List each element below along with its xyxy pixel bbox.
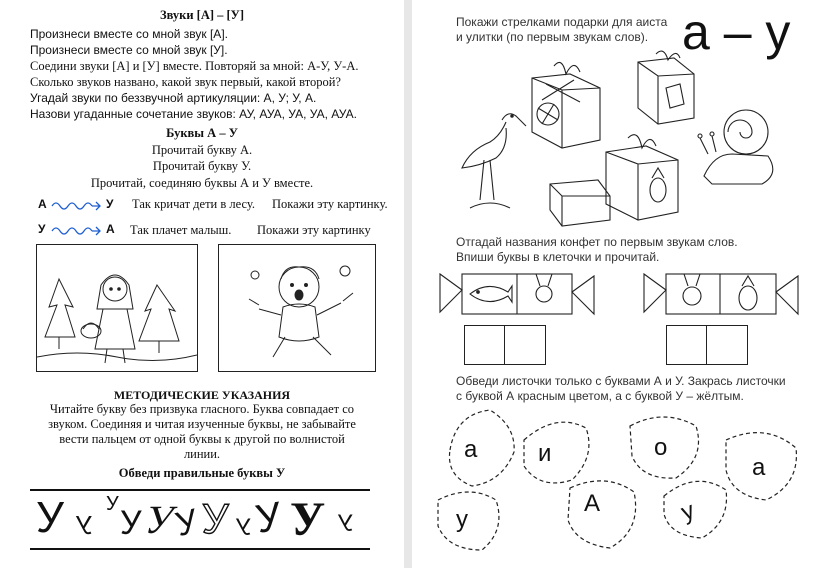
- letter-u-variant[interactable]: У: [106, 493, 119, 515]
- book-spine: [404, 0, 412, 568]
- candy-fish-rabbit: [432, 268, 602, 320]
- leaf-letter[interactable]: у: [456, 506, 468, 533]
- girl-forest-illustration: [37, 245, 197, 371]
- leaf-letter[interactable]: о: [654, 434, 668, 461]
- letter-u: У: [38, 222, 46, 236]
- leaf-letter[interactable]: а: [464, 436, 478, 463]
- ua-show: Покажи эту картинку: [257, 223, 371, 237]
- instruction-line: Угадай звуки по беззвучной артикуляции: А, У; У, А.: [30, 91, 317, 105]
- wavy-arrow-icon: [50, 223, 102, 237]
- letter-u-variant[interactable]: У: [140, 497, 181, 542]
- letter-u-variant[interactable]: У: [338, 510, 354, 537]
- letter-u-variant[interactable]: У: [290, 493, 326, 546]
- letters-title: Буквы А – У: [166, 126, 238, 140]
- crying-baby-picture[interactable]: [218, 244, 376, 372]
- leaf-letter[interactable]: А: [584, 490, 601, 517]
- method-line: линии.: [183, 447, 221, 461]
- task2-line: Отгадай названия конфет по первым звукам слов.: [456, 235, 738, 249]
- task1-line: Покажи стрелками подарки для аиста: [456, 15, 668, 29]
- left-page: [0, 0, 404, 568]
- instruction-line: Произнеси вместе со мной звук [У].: [30, 43, 228, 57]
- task2-line: Впиши буквы в клеточки и прочитай.: [456, 250, 660, 264]
- letter-u: У: [106, 197, 114, 211]
- letter-u-variant[interactable]: У: [202, 495, 229, 542]
- letter-a: А: [38, 197, 47, 211]
- gifts-stork-snail-illustration[interactable]: [450, 44, 790, 228]
- read-line: Прочитай букву А.: [151, 143, 253, 157]
- method-title: МЕТОДИЧЕСКИЕ УКАЗАНИЯ: [113, 388, 291, 402]
- method-line: вести пальцем от одной буквы к другой по волнистой: [59, 432, 345, 446]
- method-line: Читайте букву без призвука гласного. Буква совпадает со: [49, 402, 355, 416]
- baby-illustration: [219, 245, 375, 371]
- ua-caption: Так плачет малыш.: [130, 223, 232, 237]
- answer-cell[interactable]: [706, 325, 748, 365]
- strip-top-line: [30, 489, 370, 491]
- task3-line: Обведи листочки только с буквами А и У. Закрась листочки: [456, 374, 786, 388]
- letter-u-variant[interactable]: У: [236, 514, 252, 541]
- circle-letters-title: Обведи правильные буквы У: [118, 466, 286, 480]
- instruction-line: Соедини звуки [А] и [У] вместе. Повторяй за мной: А-У, У-А.: [30, 59, 359, 73]
- task1-line: и улитки (по первым звукам слов).: [456, 30, 649, 44]
- answer-cell[interactable]: [504, 325, 546, 365]
- instruction-line: Назови угаданные сочетание звуков: АУ, АУА, УА, УА, АУА.: [30, 107, 357, 121]
- read-line: Прочитай, соединяю буквы А и У вместе.: [90, 176, 314, 190]
- sounds-title: Звуки [А] – [У]: [159, 8, 245, 22]
- leaves-outline: [420, 404, 812, 564]
- letter-u-variant[interactable]: У: [171, 501, 202, 545]
- instruction-line: Сколько звуков названо, какой звук первый, какой второй?: [30, 75, 341, 89]
- au-caption: Так кричат дети в лесу.: [132, 197, 255, 211]
- read-line: Прочитай букву У.: [152, 159, 252, 173]
- letter-u-variant[interactable]: У: [36, 493, 64, 542]
- letter-a: А: [106, 222, 115, 236]
- method-line: звуком. Соединяя и читая изученные буквы, не забывайте: [48, 417, 356, 431]
- leaf-letter[interactable]: и: [538, 440, 552, 467]
- girl-in-forest-picture[interactable]: [36, 244, 198, 372]
- instruction-line: Произнеси вместе со мной звук [А].: [30, 27, 228, 41]
- strip-bottom-line: [30, 548, 370, 550]
- big-title: а – у: [682, 4, 791, 60]
- answer-cell[interactable]: [666, 325, 708, 365]
- wavy-arrow-icon: [50, 198, 102, 212]
- leaf-letter[interactable]: а: [752, 454, 766, 481]
- candy-rabbit-pineapple: [638, 268, 806, 320]
- letter-u-variant[interactable]: У: [120, 504, 142, 542]
- letter-u-variant[interactable]: У: [252, 494, 286, 542]
- answer-cell[interactable]: [464, 325, 506, 365]
- leaf-letter[interactable]: у: [677, 496, 699, 527]
- task3-line: с буквой А красным цветом, а с буквой У – жёлтым.: [456, 389, 744, 403]
- au-show: Покажи эту картинку.: [272, 197, 388, 211]
- right-page: [412, 0, 816, 568]
- letter-u-variant[interactable]: У: [76, 510, 93, 540]
